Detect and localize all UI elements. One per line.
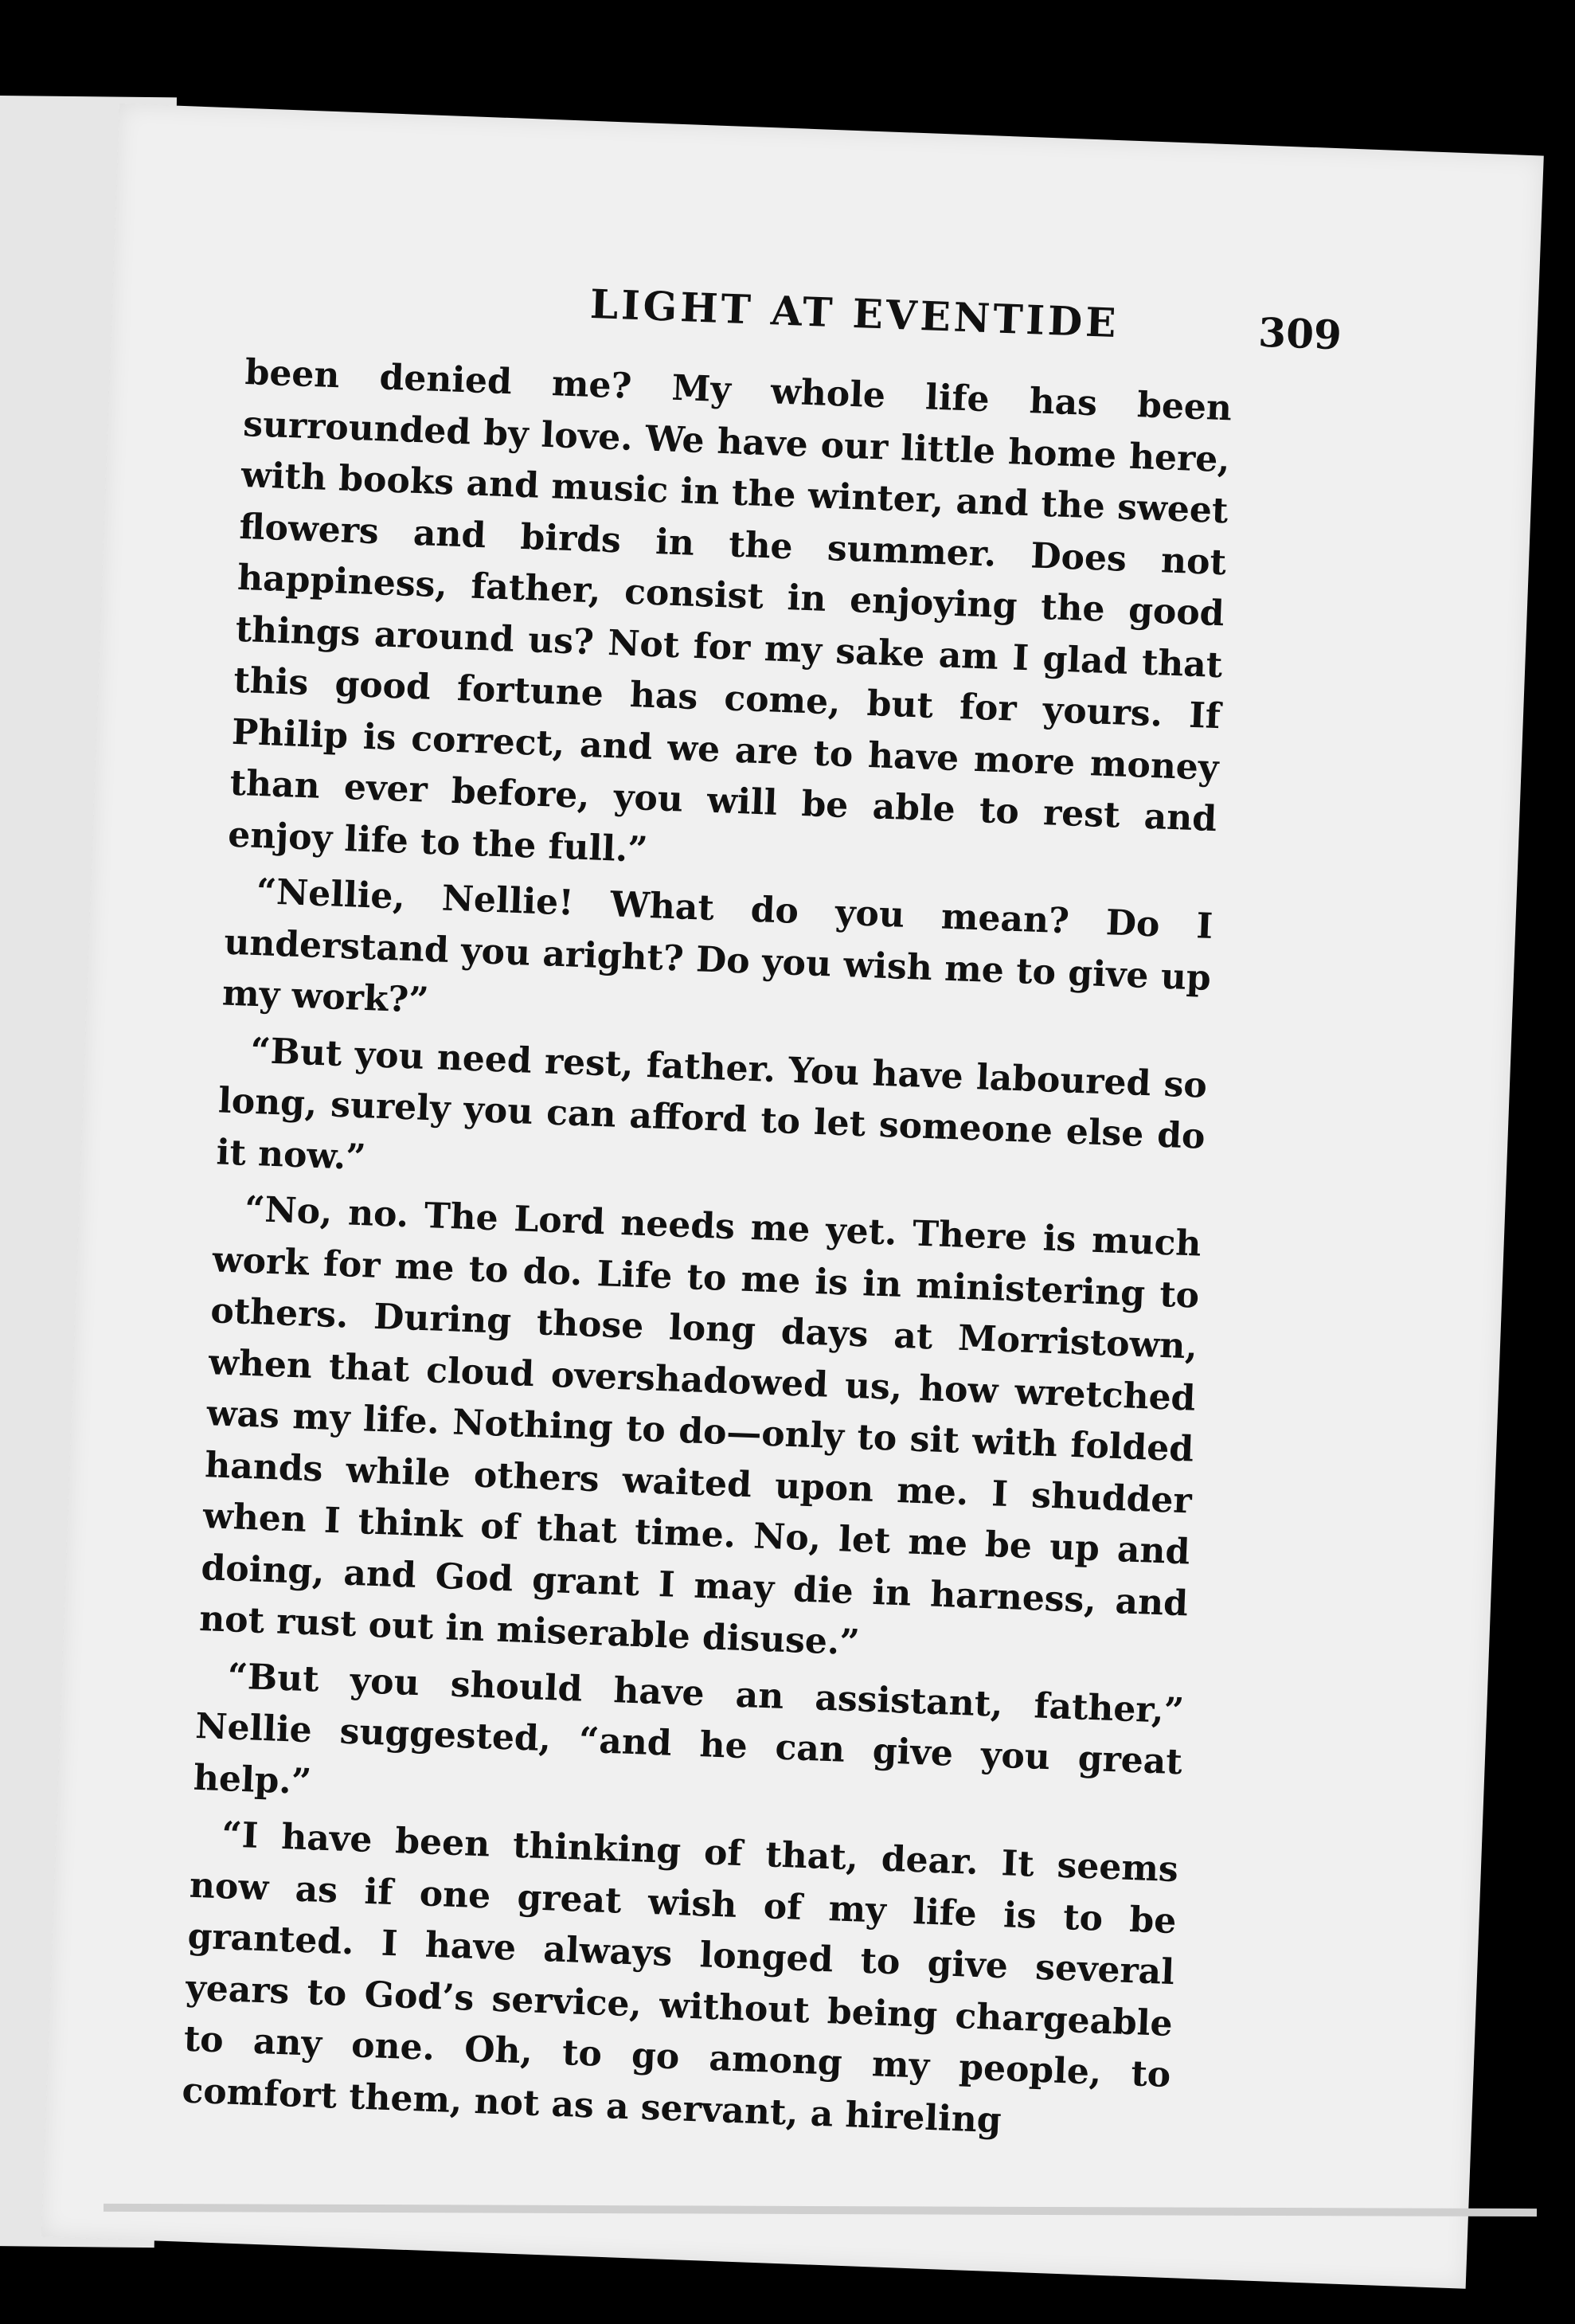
paragraph: been denied me? My whole life has been surrounded by love. We have our little home here, with books and music in the winter, and the sweet flowers and birds in the summer. Does not happiness, father, consist in enjoying the good things around us? Not for my sake am I glad that this good fortune has come, but for yours. If Philip is correct, and we are to have more money than ever before, you will be able to rest and enjoy life to the full.” <box>227 352 1233 871</box>
paragraph: “I have been thinking of that, dear. It seems now as if one great wish of my life is to be granted. I have always longed to give several years to God’s service, without being chargeable to any one. Oh, to go among my people, to comfort them, not as a servant, a hireling <box>181 1814 1179 2141</box>
body-text <box>181 347 1233 2158</box>
paragraph: “Nellie, Nellie! What do you mean? Do I understand you aright? Do you wish me to give up my work?” <box>221 871 1213 1021</box>
paragraph: “No, no. The Lord needs me yet. There is much work for me to do. Life to me is in ministering to others. During those long days at Morristown, when that cloud overshadowed us, how wretched was my life. Nothing to do—only to sit with folded hands while others waited upon me. I shudder when I think of that time. No, let me be up and doing, and God grant I may die in harness, and not rust out in miserable disuse.” <box>198 1188 1202 1664</box>
paragraph: “But you need rest, father. You have laboured so long, surely you can afford to let someone else do it now.” <box>215 1030 1208 1178</box>
running-head: LIGHT AT EVENTIDE <box>589 280 1120 347</box>
paragraph: “But you should have an assistant, father,” Nellie suggested, “and he can give you great help.” <box>193 1655 1185 1802</box>
page-number: 309 <box>1257 308 1342 359</box>
book-page <box>41 104 1544 2289</box>
